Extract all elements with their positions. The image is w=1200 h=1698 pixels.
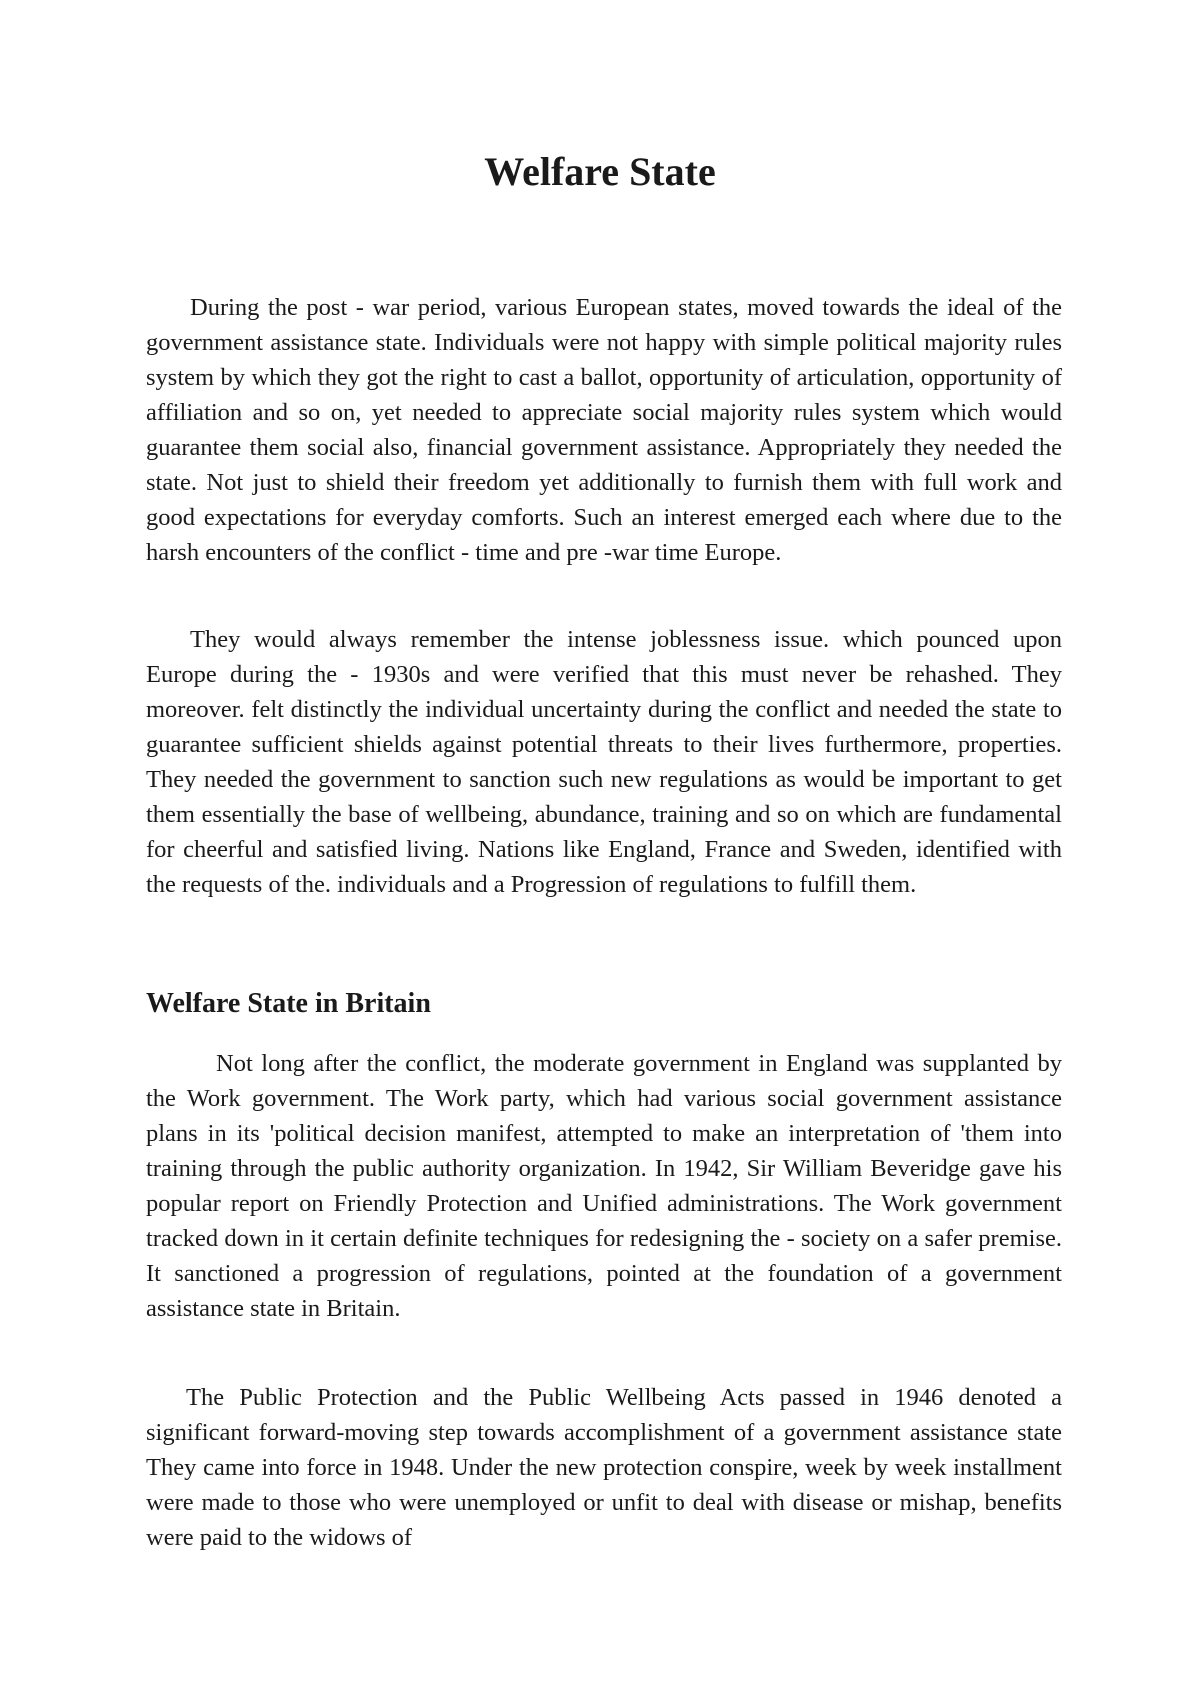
section-paragraph-1: Not long after the conflict, the moderate government in England was supplanted by the Work government. The Work party, which had various social government assistance plans in its 'political decision manifest, attempted to make an interpretation of 'them into training through the public authority organization. In 1942, Sir William Beveridge gave his popular report on Friendly Protection and Unified administrations. The Work government tracked down in it certain definite techniques for redesigning the - society on a safer premise. It sanctioned a progression of regulations, pointed at the foundation of a government assistance state in Britain.: [146, 1050, 1062, 1322]
document-title: Welfare State: [484, 149, 716, 194]
section-heading: Welfare State in Britain: [146, 988, 431, 1019]
body-paragraph-2: They would always remember the intense joblessness issue. which pounced upon Europe during the - 1930s and were verified that this must never be rehashed. They moreover. felt distinctly the individual uncertainty during the conflict and needed the state to guarantee sufficient shields against potential threats to their lives furthermore, properties. They needed the government to sanction such new regulations as would be important to get them essentially the base of wellbeing, abundance, training and so on which are fundamental for cheerful and satisfied living. Nations like England, France and Sweden, identified with the requests of the. individuals and a Progression of regulations to fulfill them.: [146, 626, 1062, 898]
body-paragraph-1: During the post - war period, various European states, moved towards the ideal of the government assistance state. Individuals were not happy with simple political majority rules system by which they got the right to cast a ballot, opportunity of articulation, opportunity of affiliation and so on, yet needed to appreciate social majority rules system which would guarantee them social also, financial government assistance. Appropriately they needed the state. Not just to shield their freedom yet additionally to furnish them with full work and good expectations for everyday comforts. Such an interest emerged each where due to the harsh encounters of the conflict - time and pre -war time Europe.: [146, 294, 1062, 566]
section-paragraph-2: The Public Protection and the Public Wellbeing Acts passed in 1946 denoted a significant forward-moving step towards accomplishment of a government assistance state They came into force in 1948. Under the new protection conspire, week by week installment were made to those who were unemployed or unfit to deal with disease or mishap, benefits were paid to the widows of: [146, 1384, 1062, 1551]
